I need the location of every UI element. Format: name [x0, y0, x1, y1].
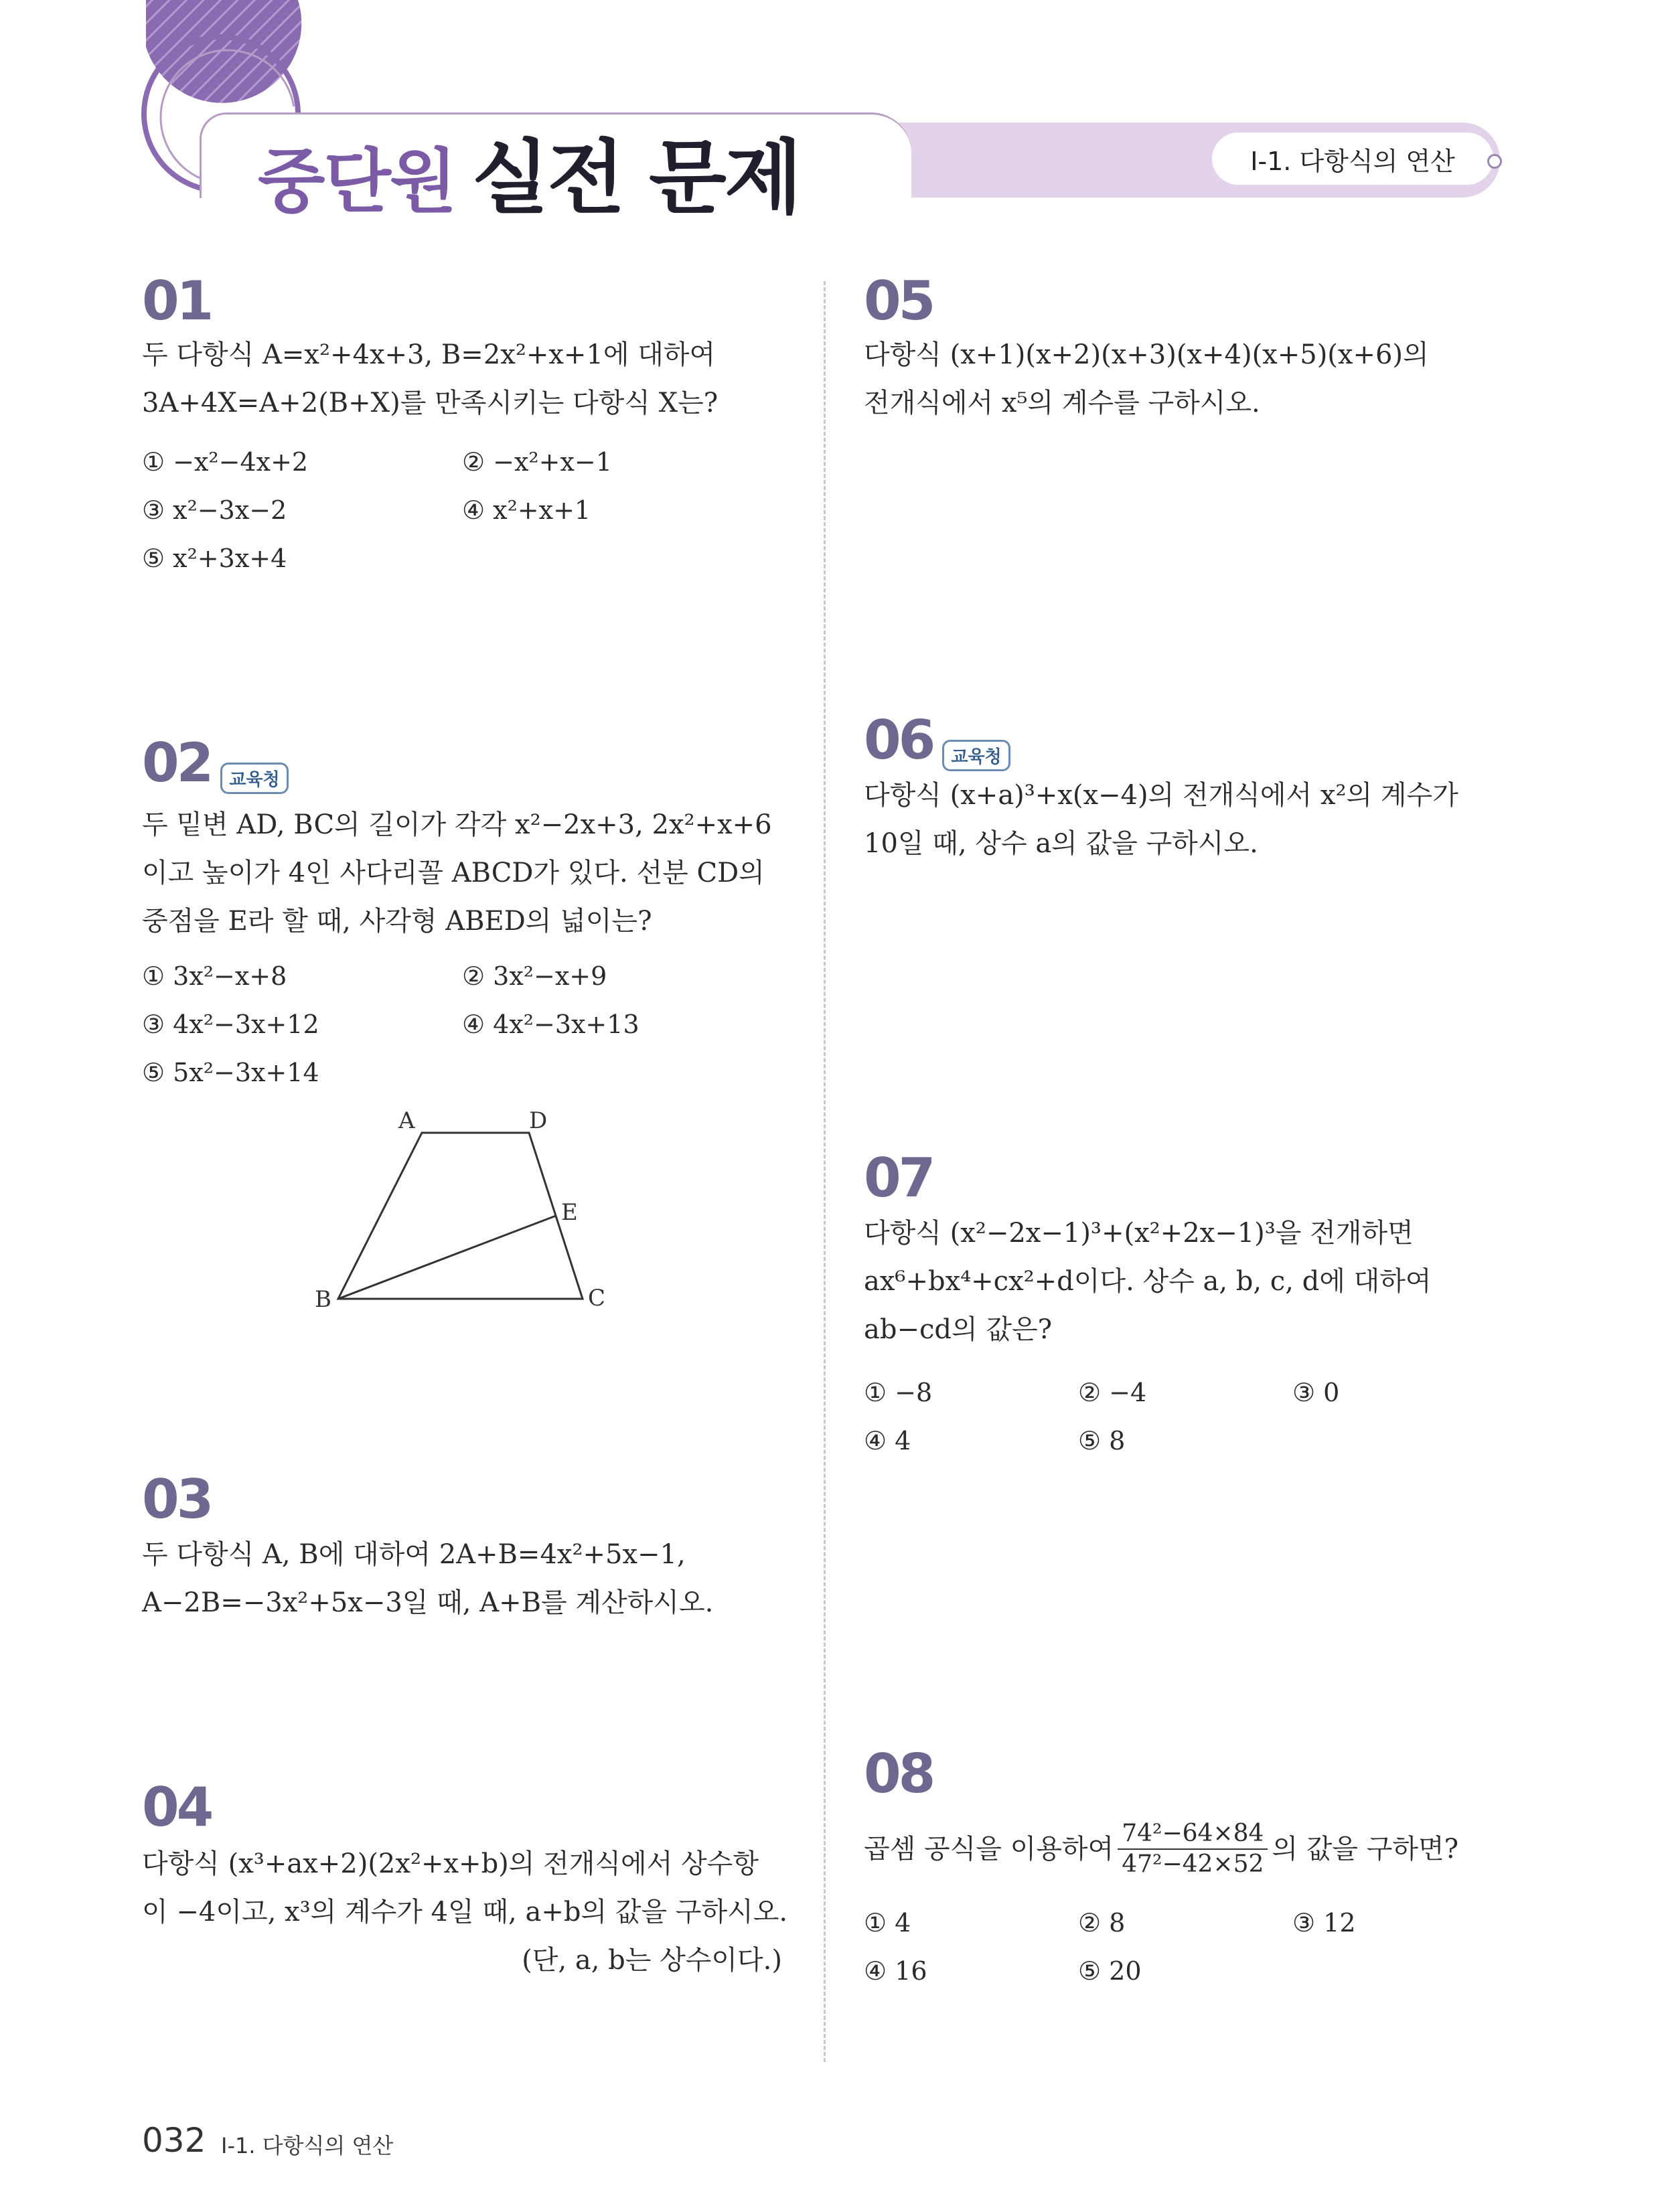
q07-option-2: ② −4 [1078, 1378, 1147, 1407]
q02-line-2: 이고 높이가 4인 사다리꼴 ABCD가 있다. 선분 CD의 [142, 858, 765, 888]
q05-line-1: 다항식 (x+1)(x+2)(x+3)(x+4)(x+5)(x+6)의 [864, 339, 1429, 370]
header-dot-icon [1487, 154, 1502, 169]
q02-option-2: ② 3x²−x+9 [462, 961, 607, 991]
label-a: A [398, 1107, 415, 1134]
q01-option-1: ① −x²−4x+2 [142, 447, 309, 477]
q01-number: 01 [142, 270, 212, 332]
q08-line [864, 1814, 1458, 1884]
q07-option-4: ④ 4 [864, 1426, 911, 1455]
q07-line-3: ab−cd의 값은? [864, 1314, 1053, 1345]
q06-source-badge: 교육청 [942, 740, 1010, 771]
column-divider [824, 281, 826, 2062]
q02-option-1: ① 3x²−x+8 [142, 961, 287, 991]
label-d: D [529, 1107, 548, 1134]
q05-line-2: 전개식에서 x⁵의 계수를 구하시오. [864, 388, 1260, 418]
q07-line-2: ax⁶+bx⁴+cx²+d이다. 상수 a, b, c, d에 대하여 [864, 1266, 1432, 1297]
q05-number: 05 [864, 270, 933, 332]
label-c: C [588, 1285, 606, 1312]
q08-option-5: ⑤ 20 [1078, 1956, 1142, 1986]
q02-source-badge: 교육청 [220, 763, 288, 794]
q06-heading [864, 709, 1010, 771]
q01-option-4: ④ x²+x+1 [462, 495, 591, 525]
q08-fraction-numerator: 74²−64×84 [1118, 1819, 1268, 1850]
page-title [258, 114, 800, 229]
q04-line-1: 다항식 (x³+ax+2)(2x²+x+b)의 전개식에서 상수항 [142, 1848, 759, 1879]
q02-option-4: ④ 4x²−3x+13 [462, 1010, 639, 1039]
q04-line-2: 이 −4이고, x³의 계수가 4일 때, a+b의 값을 구하시오. [142, 1897, 788, 1927]
page-number: 032 [142, 2121, 206, 2160]
q06-line-1: 다항식 (x+a)³+x(x−4)의 전개식에서 x²의 계수가 [864, 780, 1458, 811]
q06-number: 06 [864, 709, 933, 771]
q04-note: (단, a, b는 상수이다.) [522, 1945, 782, 1976]
q01-option-2: ② −x²+x−1 [462, 447, 612, 477]
q02-option-5: ⑤ 5x²−3x+14 [142, 1058, 319, 1087]
label-b: B [315, 1286, 331, 1313]
q02-trapezoid-figure [308, 1105, 616, 1319]
q02-option-3: ③ 4x²−3x+12 [142, 1010, 319, 1039]
q04-number: 04 [142, 1776, 212, 1838]
unit-label: Ⅰ-1. 다항식의 연산 [1212, 133, 1493, 185]
segment-be [338, 1216, 556, 1299]
title-part-1: 중단원 [258, 141, 456, 222]
q01-line-2: 3A+4X=A+2(B+X)를 만족시키는 다항식 X는? [142, 388, 719, 418]
q07-option-5: ⑤ 8 [1078, 1426, 1126, 1455]
q01-option-3: ③ x²−3x−2 [142, 495, 287, 525]
q02-number: 02 [142, 732, 212, 794]
q08-suffix: 의 값을 구하면? [1272, 1834, 1459, 1865]
q08-number: 08 [864, 1743, 933, 1805]
q02-line-1: 두 밑변 AD, BC의 길이가 각각 x²−2x+3, 2x²+x+6 [142, 809, 772, 840]
q07-line-1: 다항식 (x²−2x−1)³+(x²+2x−1)³을 전개하면 [864, 1218, 1414, 1249]
q07-number: 07 [864, 1147, 933, 1209]
q02-line-3: 중점을 E라 할 때, 사각형 ABED의 넓이는? [142, 906, 652, 937]
q07-option-1: ① −8 [864, 1378, 933, 1407]
title-part-2: 실전 문제 [471, 132, 800, 225]
q08-fraction-denominator: 47²−42×52 [1122, 1850, 1264, 1878]
footer-unit-label: Ⅰ-1. 다항식의 연산 [221, 2133, 394, 2158]
q06-line-2: 10일 때, 상수 a의 값을 구하시오. [864, 828, 1258, 859]
q01-option-5: ⑤ x²+3x+4 [142, 544, 287, 573]
q08-option-2: ② 8 [1078, 1908, 1126, 1938]
q08-prefix: 곱셈 공식을 이용하여 [864, 1834, 1114, 1865]
q08-option-4: ④ 16 [864, 1956, 927, 1986]
q01-line-1: 두 다항식 A=x²+4x+3, B=2x²+x+1에 대하여 [142, 339, 716, 370]
q08-option-1: ① 4 [864, 1908, 911, 1938]
q07-option-3: ③ 0 [1292, 1378, 1340, 1407]
label-e: E [561, 1199, 578, 1226]
q08-option-3: ③ 12 [1292, 1908, 1356, 1938]
q03-line-2: A−2B=−3x²+5x−3일 때, A+B를 계산하시오. [142, 1587, 714, 1618]
q02-heading [142, 732, 289, 794]
q08-fraction [1118, 1819, 1268, 1879]
q03-number: 03 [142, 1468, 212, 1530]
trapezoid-abcd [338, 1133, 583, 1299]
q03-line-1: 두 다항식 A, B에 대하여 2A+B=4x²+5x−1, [142, 1539, 686, 1570]
